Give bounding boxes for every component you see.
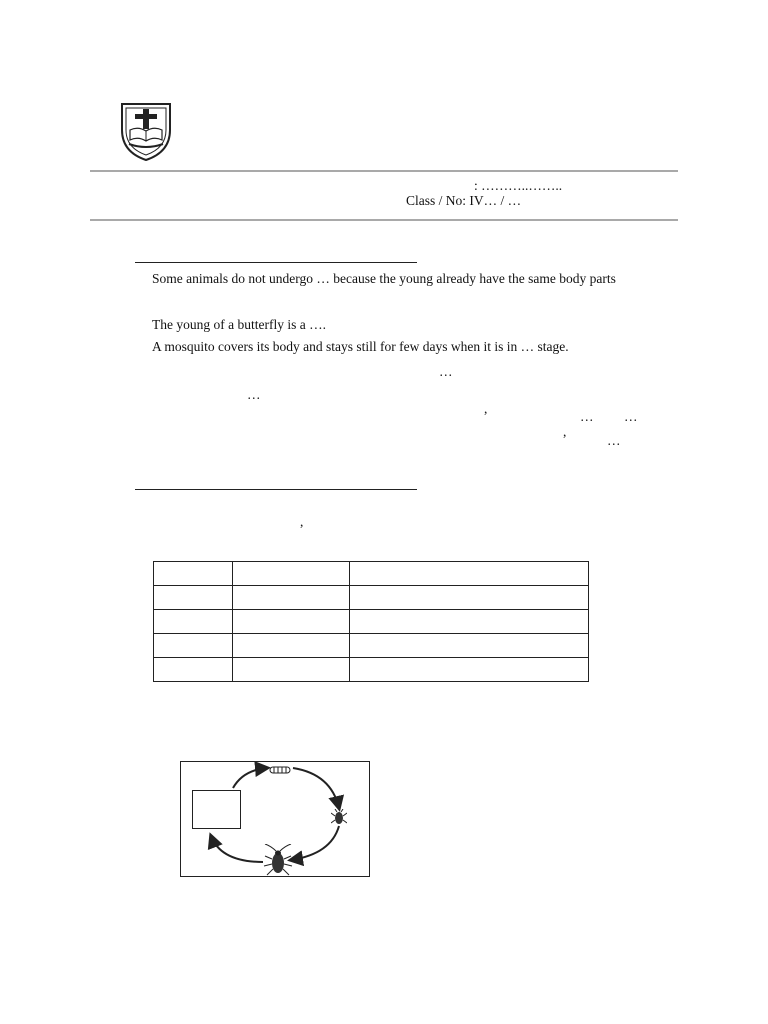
section2-heading-line	[135, 489, 417, 490]
table-cell[interactable]	[154, 658, 233, 682]
header-bottom-rule	[90, 219, 678, 221]
comma-marker: ,	[563, 424, 567, 439]
table-row	[154, 658, 589, 682]
adult-cockroach-icon	[263, 844, 293, 876]
name-field-line: : ………..……..	[474, 178, 563, 193]
section1-heading-line	[135, 262, 417, 263]
table-cell[interactable]	[154, 610, 233, 634]
empty-answer-box[interactable]	[192, 790, 241, 829]
table-row	[154, 586, 589, 610]
blank-marker: …	[624, 409, 638, 424]
question-3: A mosquito covers its body and stays still for few days when it is in … stage.	[152, 339, 569, 354]
blank-marker: …	[439, 364, 453, 379]
table-cell[interactable]	[350, 658, 589, 682]
header-top-rule	[90, 170, 678, 172]
table-cell[interactable]	[154, 586, 233, 610]
cycle-arrow	[211, 836, 263, 862]
table-cell[interactable]	[350, 634, 589, 658]
question-2: The young of a butterfly is a ….	[152, 317, 326, 332]
table-cell[interactable]	[233, 634, 350, 658]
table-cell[interactable]	[233, 610, 350, 634]
table-cell[interactable]	[350, 562, 589, 586]
nymph-icon	[331, 809, 347, 825]
comma-marker: ,	[300, 514, 304, 529]
table-cell[interactable]	[350, 586, 589, 610]
cycle-arrow	[233, 768, 267, 788]
comma-marker: ,	[484, 401, 488, 416]
table-row	[154, 610, 589, 634]
school-crest-icon	[118, 100, 174, 162]
table-row	[154, 562, 589, 586]
cycle-arrow	[293, 768, 339, 808]
egg-case-icon	[269, 762, 291, 772]
cycle-arrow	[291, 826, 339, 860]
answer-table	[153, 561, 589, 682]
blank-marker: …	[580, 409, 594, 424]
blank-marker: …	[247, 387, 261, 402]
table-cell[interactable]	[154, 562, 233, 586]
question-1: Some animals do not undergo … because the young already have the same body parts	[152, 271, 616, 286]
table-cell[interactable]	[233, 586, 350, 610]
table-cell[interactable]	[154, 634, 233, 658]
table-row	[154, 634, 589, 658]
table-cell[interactable]	[350, 610, 589, 634]
table-cell[interactable]	[233, 562, 350, 586]
class-number-line: Class / No: IV… / …	[406, 193, 522, 208]
life-cycle-diagram	[180, 761, 370, 877]
blank-marker: …	[607, 433, 621, 448]
table-cell[interactable]	[233, 658, 350, 682]
